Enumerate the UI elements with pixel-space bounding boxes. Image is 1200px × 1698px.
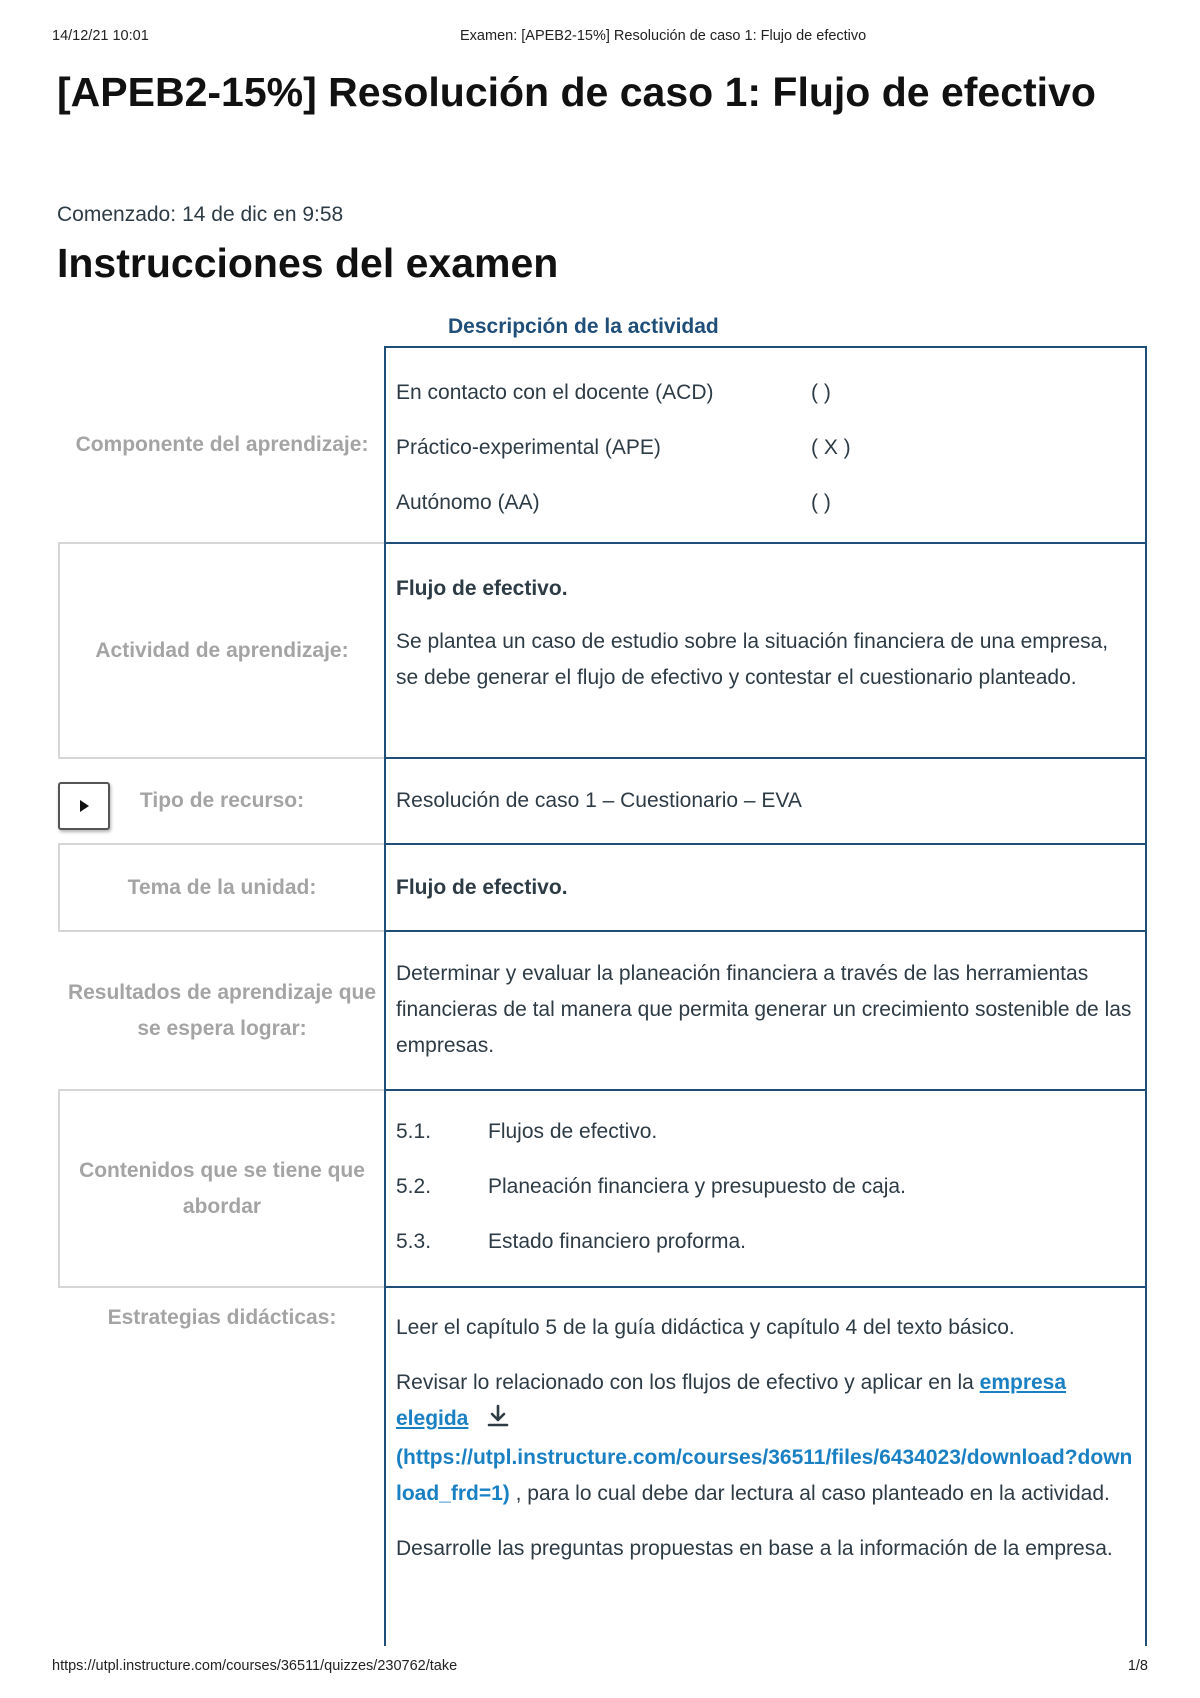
componente-label-cell <box>58 346 386 544</box>
componente-option-mark: ( X ) <box>811 436 851 459</box>
contenido-text: Flujos de efectivo. <box>488 1120 658 1143</box>
table-caption: Descripción de la actividad <box>448 315 719 338</box>
resultados-label: Resultados de aprendizaje que se espera lograr: <box>67 980 377 1040</box>
contenido-text: Planeación financiera y presupuesto de caja. <box>488 1175 906 1198</box>
componente-option <box>396 430 1135 485</box>
componente-option-name: En contacto con el docente (ACD) <box>396 381 714 404</box>
print-url: https://utpl.instructure.com/courses/36511/quizzes/230762/take <box>52 1658 458 1674</box>
tipo-label: Tipo de recurso: <box>139 789 305 812</box>
estrategias-p1: Leer el capítulo 5 de la guía didáctica y capítulo 4 del texto básico. <box>396 1316 1015 1339</box>
componente-option-mark: ( ) <box>811 491 831 514</box>
contenido-text: Estado financiero proforma. <box>488 1230 746 1253</box>
started-info <box>57 203 343 227</box>
componente-option-name: Autónomo (AA) <box>396 491 540 514</box>
tema-label: Tema de la unidad: <box>127 875 317 899</box>
contenido-num: 5.3. <box>396 1230 432 1253</box>
estrategias-p2 <box>396 1365 1135 1512</box>
empresa-elegida-link[interactable]: empresa elegida <box>396 1371 1067 1430</box>
print-datetime: 14/12/21 10:01 <box>52 28 149 44</box>
started-value: 14 de dic en 9:58 <box>182 203 344 226</box>
print-page-number: 1/8 <box>1127 1658 1148 1674</box>
componente-option <box>396 485 1135 540</box>
contenido-num: 5.1. <box>396 1120 432 1143</box>
resultados-label-cell <box>58 930 386 1091</box>
componente-label: Componente del aprendizaje: <box>75 433 369 456</box>
estrategias-label-cell <box>58 1286 386 1366</box>
actividad-label: Actividad de aprendizaje: <box>95 638 349 662</box>
componente-option-mark: ( ) <box>811 381 831 404</box>
tipo-value: Resolución de caso 1 – Cuestionario – EVA <box>396 789 802 812</box>
print-footer <box>52 1658 1148 1678</box>
estrategias-label: Estrategias didácticas: <box>107 1306 337 1329</box>
started-label: Comenzado: <box>57 203 177 226</box>
estrategias-p3: Desarrolle las preguntas propuestas en base a la información de la empresa. <box>396 1537 1113 1560</box>
estrategias-p2-after: , para lo cual debe dar lectura al caso planteado en la actividad. <box>515 1482 1110 1505</box>
print-header <box>52 28 1148 48</box>
estrategias-content-cell <box>384 1286 1147 1646</box>
empresa-elegida-url[interactable]: (https://utpl.instructure.com/courses/36511/files/6434023/download?download_frd=1) <box>396 1446 1133 1505</box>
estrategias-p2-before: Revisar lo relacionado con los flujos de efectivo y aplicar en la <box>396 1371 974 1394</box>
contenido-item <box>396 1224 1135 1279</box>
actividad-label-cell <box>58 542 386 759</box>
componente-option <box>396 375 1135 430</box>
instructions-heading: Instrucciones del examen <box>57 240 559 286</box>
print-doc-title: Examen: [APEB2-15%] Resolución de caso 1: Flujo de efectivo <box>460 28 867 44</box>
actividad-heading: Flujo de efectivo. <box>396 577 568 600</box>
contenidos-label: Contenidos que se tiene que abordar <box>79 1158 365 1218</box>
play-button[interactable] <box>58 782 110 830</box>
resultados-text: Determinar y evaluar la planeación financiera a través de las herramientas financieras de tal manera que permita generar un crecimiento sostenible de las empresas. <box>396 962 1132 1057</box>
contenido-item <box>396 1114 1135 1169</box>
componente-content-cell <box>384 346 1147 544</box>
contenido-num: 5.2. <box>396 1175 432 1198</box>
tema-value: Flujo de efectivo. <box>396 875 568 899</box>
tema-content-cell <box>384 843 1147 932</box>
contenidos-content-cell <box>384 1089 1147 1288</box>
actividad-content-cell <box>384 542 1147 759</box>
play-icon <box>76 798 92 814</box>
tema-label-cell <box>58 843 386 932</box>
componente-option-name: Práctico-experimental (APE) <box>396 436 661 459</box>
download-icon[interactable] <box>486 1404 510 1440</box>
contenido-item <box>396 1169 1135 1224</box>
tipo-content-cell <box>384 757 1147 845</box>
actividad-text: Se plantea un caso de estudio sobre la situación financiera de una empresa, se debe generar el flujo de efectivo y contestar el cuestionario planteado. <box>396 630 1109 689</box>
resultados-content-cell <box>384 930 1147 1091</box>
page-title: [APEB2-15%] Resolución de caso 1: Flujo de efectivo <box>57 69 1096 115</box>
contenidos-label-cell <box>58 1089 386 1288</box>
